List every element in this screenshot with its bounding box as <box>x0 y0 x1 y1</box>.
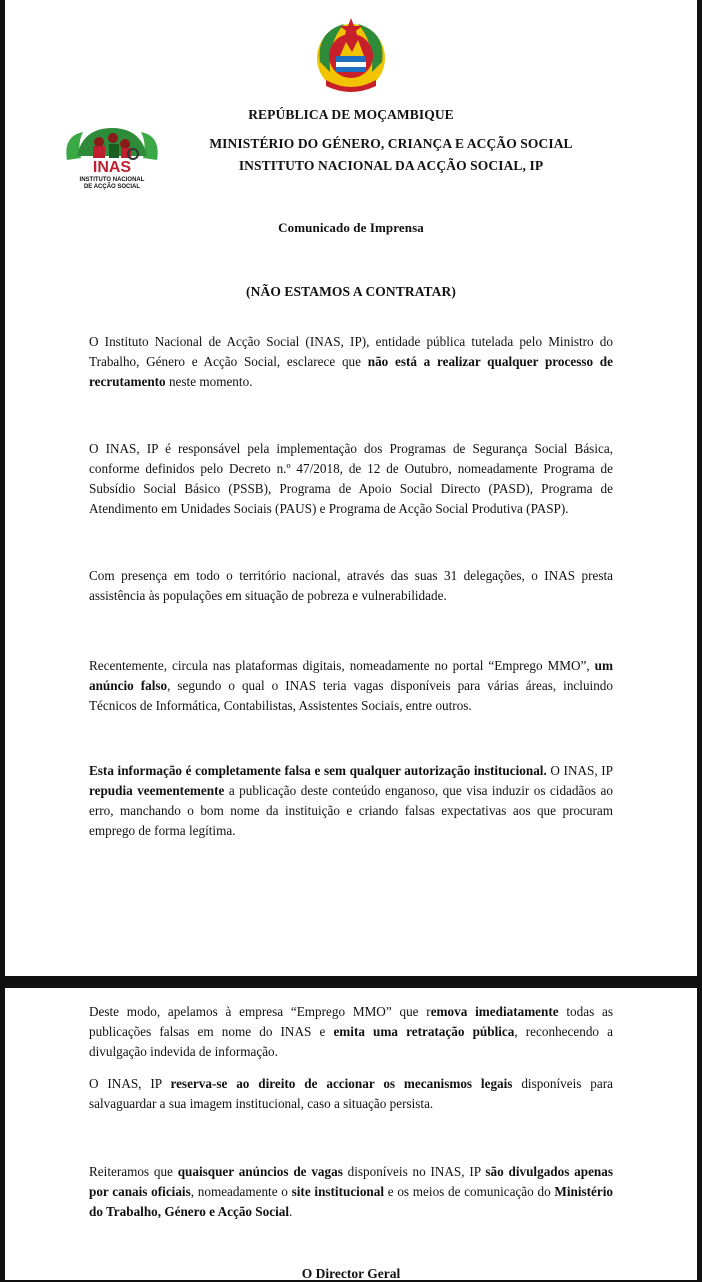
ministry-heading: MINISTÉRIO DO GÉNERO, CRIANÇA E ACÇÃO SOCIAL <box>209 136 573 151</box>
paragraph-presence: Com presença em todo o território nacional, através das suas 31 delegações, o INAS presta assistência às populações em situação de pobreza e vulnerabilidade. <box>89 568 613 603</box>
paragraph-not-recruiting: O Instituto Nacional de Acção Social (INAS, IP), entidade pública tutelada pelo Ministro do Trabalho, Género e Acção Social, esclarece que não está a realizar qualquer processo de recrutamento neste momento. <box>89 334 613 389</box>
paragraph-false-info: Esta informação é completamente falsa e sem qualquer autorização institucional. O INAS, IP repudia veementemente a publicação deste conteúdo enganoso, que visa induzir os cidadãos ao erro, manchando o bom nome da instituição e criando falsas expectativas aos que procuram emprego de forma legítima. <box>89 763 613 838</box>
document-page-2 <box>5 988 697 1280</box>
svg-text:DE ACÇÃO SOCIAL: DE ACÇÃO SOCIAL <box>83 184 141 190</box>
headline: (NÃO ESTAMOS A CONTRATAR) <box>246 284 456 299</box>
document-type-heading: Comunicado de Imprensa <box>278 220 424 235</box>
mozambique-coat-of-arms-icon <box>306 12 396 96</box>
paragraph-appeal: Deste modo, apelamos à empresa “Emprego MMO” que remova imediatamente todas as publicações falsas em nome do INAS e emita uma retratação pública, reconhecendo a divulgação indevida de informação. <box>89 1004 614 1059</box>
signature-title: O Director Geral <box>301 1266 401 1281</box>
paragraph-responsibilities: O INAS, IP é responsável pela implementação dos Programas de Segurança Social Básica, conforme definidos pelo Decreto n.º 47/2018, de 12 de Outubro, nomeadamente Programa de Subsídio Social Básico (PSSB), Programa de Apoio Social Directo (PASD), Programa de Atendimento em Unidades Sociais (PAUS) e Programa de Acção Social Produtiva (PASP). <box>89 441 613 516</box>
svg-text:INSTITUTO NACIONAL: INSTITUTO NACIONAL <box>79 177 145 183</box>
paragraph-fake-ad: Recentemente, circula nas plataformas digitais, nomeadamente no portal “Emprego MMO”, um anúncio falso, segundo o qual o INAS teria vagas disponíveis para várias áreas, incluindo Técnicos de Informática, Contabilistas, Assistentes Sociais, entre outros. <box>89 658 613 713</box>
republic-heading: REPÚBLICA DE MOÇAMBIQUE <box>248 107 454 122</box>
document-page-1 <box>5 0 697 976</box>
svg-text:INAS: INAS <box>92 159 132 176</box>
institute-heading: INSTITUTO NACIONAL DA ACÇÃO SOCIAL, IP <box>238 158 544 173</box>
paragraph-official-channels: Reiteramos que quaisquer anúncios de vagas disponíveis no INAS, IP são divulgados apenas por canais oficiais, nomeadamente o site institucional e os meios de comunicação do Ministério do Trabalho, Género e Acção Social. <box>89 1164 614 1219</box>
paragraph-legal-rights: O INAS, IP reserva-se ao direito de accionar os mecanismos legais disponíveis para salvaguardar a sua imagem institucional, caso a situação persista. <box>89 1076 613 1111</box>
